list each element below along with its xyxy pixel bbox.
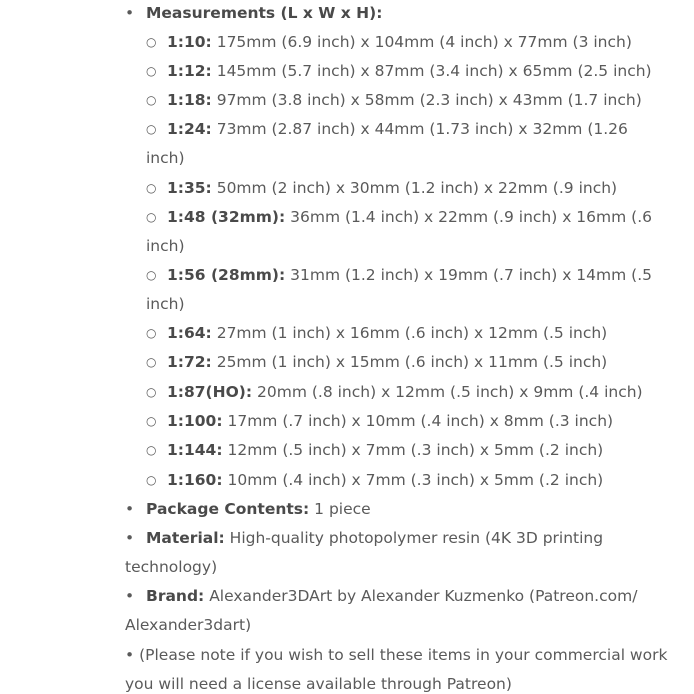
bullet-icon: •	[125, 500, 135, 518]
scale-item	[146, 265, 652, 285]
scale-label: 1:10:	[167, 33, 212, 51]
note-value-continued: you will need a license available through Patreon)	[125, 675, 512, 693]
scale-dims: 50mm (2 inch) x 30mm (1.2 inch) x 22mm (.9 inch)	[216, 179, 618, 197]
scale-label: 1:72:	[167, 353, 212, 371]
scale-dims: 145mm (5.7 inch) x 87mm (3.4 inch) x 65mm (2.5 inch)	[216, 62, 652, 80]
measurements-label: Measurements (L x W x H):	[146, 4, 383, 22]
circle-bullet-icon: ○	[146, 35, 157, 49]
material-item	[125, 528, 603, 548]
scale-item	[146, 323, 607, 343]
package-label: Package Contents:	[146, 500, 310, 518]
scale-item	[146, 207, 652, 227]
scale-label: 1:35:	[167, 179, 212, 197]
circle-bullet-icon: ○	[146, 93, 157, 107]
bullet-icon: •	[125, 4, 135, 22]
scale-item	[146, 178, 617, 198]
circle-bullet-icon: ○	[146, 385, 157, 399]
scale-item	[146, 119, 628, 139]
brand-item	[125, 586, 637, 606]
bullet-icon: •	[125, 529, 135, 547]
scale-label: 1:87(HO):	[167, 383, 253, 401]
scale-dims-continued: inch)	[146, 295, 185, 313]
circle-bullet-icon: ○	[146, 355, 157, 369]
circle-bullet-icon: ○	[146, 122, 157, 136]
brand-value-continued: Alexander3dart)	[125, 616, 252, 634]
scale-item	[146, 32, 632, 52]
license-note-item	[125, 645, 667, 665]
scale-dims: 25mm (1 inch) x 15mm (.6 inch) x 11mm (.5 inch)	[216, 353, 608, 371]
scale-item	[146, 470, 603, 490]
circle-bullet-icon: ○	[146, 181, 157, 195]
scale-item	[146, 440, 603, 460]
measurements-heading	[125, 3, 382, 23]
scale-item	[146, 90, 642, 110]
circle-bullet-icon: ○	[146, 414, 157, 428]
scale-label: 1:24:	[167, 120, 212, 138]
package-contents-item	[125, 499, 371, 519]
scale-item	[146, 61, 652, 81]
scale-dims-continued: inch)	[146, 149, 185, 167]
scale-dims-continued: inch)	[146, 237, 185, 255]
circle-bullet-icon: ○	[146, 268, 157, 282]
material-label: Material:	[146, 529, 225, 547]
scale-dims: 97mm (3.8 inch) x 58mm (2.3 inch) x 43mm (1.7 inch)	[216, 91, 642, 109]
circle-bullet-icon: ○	[146, 443, 157, 457]
bullet-icon: •	[125, 587, 135, 605]
scale-dims: 20mm (.8 inch) x 12mm (.5 inch) x 9mm (.4 inch)	[257, 383, 643, 401]
package-value: 1 piece	[314, 500, 371, 518]
bullet-icon: •	[125, 646, 135, 664]
scale-dims: 12mm (.5 inch) x 7mm (.3 inch) x 5mm (.2 inch)	[227, 441, 604, 459]
scale-dims: 10mm (.4 inch) x 7mm (.3 inch) x 5mm (.2 inch)	[227, 471, 604, 489]
circle-bullet-icon: ○	[146, 473, 157, 487]
scale-dims: 27mm (1 inch) x 16mm (.6 inch) x 12mm (.5 inch)	[216, 324, 608, 342]
scale-label: 1:64:	[167, 324, 212, 342]
scale-dims: 73mm (2.87 inch) x 44mm (1.73 inch) x 32mm (1.26	[216, 120, 628, 138]
scale-dims: 175mm (6.9 inch) x 104mm (4 inch) x 77mm (3 inch)	[216, 33, 632, 51]
brand-value: Alexander3DArt by Alexander Kuzmenko (Patreon.com/	[209, 587, 638, 605]
circle-bullet-icon: ○	[146, 326, 157, 340]
scale-label: 1:48 (32mm):	[167, 208, 286, 226]
scale-label: 1:12:	[167, 62, 212, 80]
scale-item	[146, 382, 643, 402]
scale-label: 1:100:	[167, 412, 223, 430]
material-value: High-quality photopolymer resin (4K 3D printing	[229, 529, 604, 547]
scale-item	[146, 411, 613, 431]
scale-label: 1:144:	[167, 441, 223, 459]
scale-dims: 36mm (1.4 inch) x 22mm (.9 inch) x 16mm (.6	[290, 208, 652, 226]
brand-label: Brand:	[146, 587, 205, 605]
scale-label: 1:160:	[167, 471, 223, 489]
note-value: (Please note if you wish to sell these items in your commercial work	[139, 646, 668, 664]
material-value-continued: technology)	[125, 558, 218, 576]
scale-dims: 31mm (1.2 inch) x 19mm (.7 inch) x 14mm (.5	[290, 266, 652, 284]
scale-label: 1:56 (28mm):	[167, 266, 286, 284]
scale-label: 1:18:	[167, 91, 212, 109]
circle-bullet-icon: ○	[146, 210, 157, 224]
circle-bullet-icon: ○	[146, 64, 157, 78]
scale-item	[146, 352, 607, 372]
scale-dims: 17mm (.7 inch) x 10mm (.4 inch) x 8mm (.3 inch)	[227, 412, 614, 430]
